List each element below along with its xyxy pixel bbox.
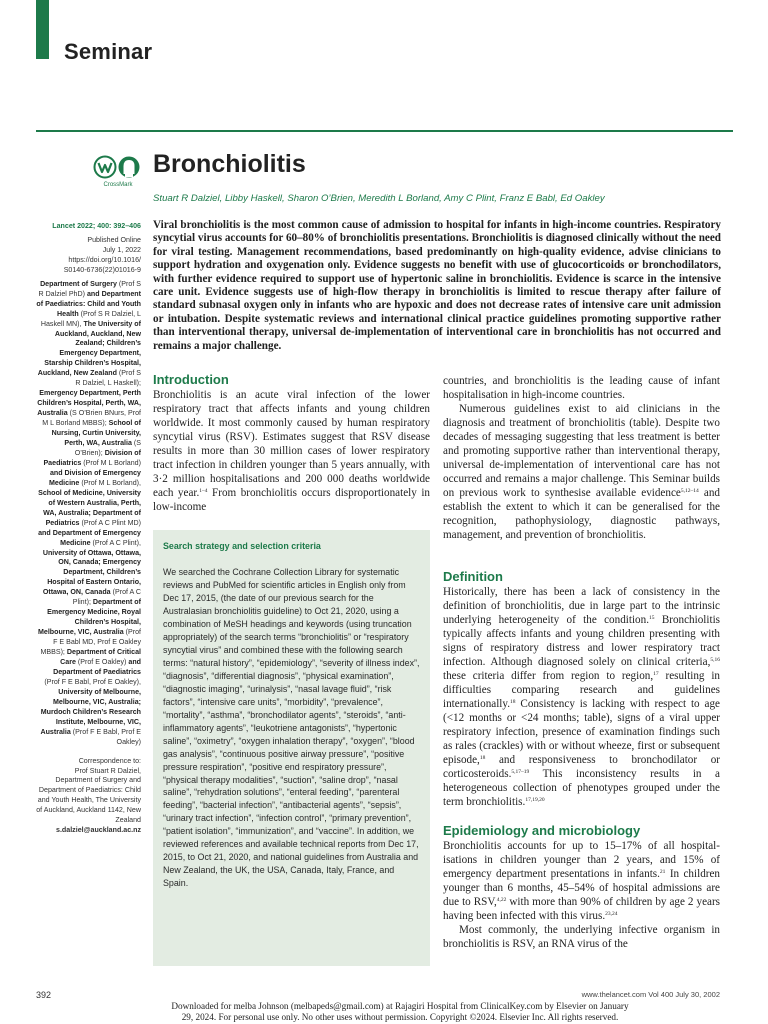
page-number: 392 bbox=[36, 990, 52, 1000]
introduction-continued bbox=[443, 374, 720, 542]
epidemiology-paragraph-2: Most commonly, the underlying infective organism in bronchiolitis is RSV, an RNA virus of the bbox=[443, 924, 720, 950]
doi-link[interactable]: https://doi.org/10.1016/ S0140-6736(22)01016-9 bbox=[63, 255, 141, 274]
article-abstract: Viral bronchiolitis is the most common cause of admission to hospital for infants in high-income countries. Respiratory syncytial virus accounts for 60–80% of bronchiolitis presentations. Bronchiolitis is diagnosed clinically without the need for viral testing. Management recommendations, based predominantly on high-quality evidence, advise clinicians to support hydration and oxygenation only. Evidence suggests no benefit with use of glucocorticoids or bronchodilators, with further evidence required to support use of hypertonic saline in bronchiolitis. Evidence is scarce in the intensive care unit. Evidence suggests use of high-flow therapy in bronchiolitis is limited to rescue therapy after failure of standard subnasal oxygen only in infants who are hypoxic and does not decrease rates of intensive care unit admission or intubation. Despite systematic reviews and international clinical practice guidelines promoting supportive rather than interventional therapy, universal de-implementation of interventional care in bronchiolitis has not occurred and remains a major challenge. bbox=[153, 219, 721, 352]
epidemiology-heading: Epidemiology and microbiology bbox=[443, 823, 641, 838]
published-label: Published Online bbox=[87, 235, 141, 244]
search-strategy-text: We searched the Cochrane Collection Library for systematic reviews and PubMed for scientific articles in English only from Dec 17, 2015, (the date of our previous search for the Australasian bronchiolitis guideline) to Oct 21, 2020, using a combination of MeSH headings and keywords (using truncation appropriately) of the search terms “bronchiolitis” or “respiratory syncytial virus” and combined these with the following search terms: “natural history”, “epidemiology”, “severity of illness index”, “diagnosis”, “differential diagnosis”, “physical examination”, “diagnostic imaging”, “urinalysis”, “nasal lavage fluid”, “risk factors”, “intensive care units”, “morbidity”, “prevalence”, “mortality”, “asthma”, “bronchodilator agents”, “steroids”, “anti-inflammatory agents”, “leukotriene antagonists”, “hypertonic saline”, “oximetry”, “oxygen inhalation therapy”, “oxygen”, “blood gas analysis”, “continuous positive airway pressure”, “positive pressure respiration”, “positive end respiratory pressure”, “physical therapy modalities”, “suction”, “saline drop”, “nasal saline”, “rehydration solutions”, “enteral feeding”, “parenteral feeding”, “bacterial infection”, “antibacterial agents”, “sepsis”, “urinary tract infection”, “infection control”, “primary prevention”, “patient isolation”, “immunization”, and “vaccine”. In addition, we reviewed references and available technical reports from Dec 17, 2015, to Oct 21, 2020, and national guidelines from Australia and New Zealand, the UK, the USA, Canada, Italy, France, and Spain. bbox=[163, 567, 420, 889]
introduction-paragraph: Bronchiolitis is an acute viral infection of the lower respiratory tract that affects infants and young children worldwide. It most commonly caused by human respiratory syncytial virus (RSV). Estimates suggest that RSV disease results in more than 30 million cases of lower respiratory tract infection in children younger than 5 years annually, with 3·2 million hospitalisations and 200 000 deaths worldwide each year.$^{1-4}$ From bronchiolitis occurs disproportionately in low-income bbox=[153, 389, 430, 513]
correspondence-email[interactable]: s.dalziel@auckland.ac.nz bbox=[56, 826, 141, 835]
journal-citation: Lancet 2022; 400: 392–406 bbox=[52, 222, 141, 230]
epidemiology-paragraph: Bronchiolitis accounts for up to 15–17% of all hospital-isations in children younger than 2 years, and 15% of emergency department presentations in infants.$^{21}$ In children younger than 6 months, 45–54% of hospital admissions are due to RSV,$^{4,22}$ with more than 90% of children by age 2 years having been infected with this virus.$^{23,24}$ Most commonly, the underlying infective organism in bronchiolitis is RSV, an RNA virus of the bbox=[443, 840, 720, 950]
published-date: July 1, 2022 bbox=[102, 245, 141, 254]
introduction-paragraph-2: Numerous guidelines exist to aid clinicians in the diagnosis and treatment of bronchiolitis (table). Despite two decades of messaging suggesting that less treatment is better and promoting supportive rather than interventional therapy, universal de-implementation of interventional care has not occurred and remains a major challenge. This Seminar builds on previous work to synthesise available evidence$^{5,12-14}$ and establish the extent to which it can be generalised for the recognition, pathophysiology, diagnostic pathways, management, and prevention of bronchiolitis. bbox=[443, 403, 721, 541]
section-label: Seminar bbox=[64, 39, 153, 64]
header-rule bbox=[36, 130, 733, 132]
introduction-continued-text: countries, and bronchiolitis is the leading cause of infant hospitalisation in high-income countries. bbox=[443, 375, 720, 401]
crossmark-label: CrossMark bbox=[103, 182, 133, 188]
correspondence-label: Correspondence to: bbox=[78, 756, 141, 765]
article-title: Bronchiolitis bbox=[153, 150, 306, 178]
correspondence-name: Prof Stuart R Dalziel, bbox=[74, 766, 141, 775]
download-notice: Downloaded for melba Johnson (melbapeds@gmail.com) at Rajagiri Hospital from ClinicalKey.com by Elsevier on January 29, 2024. For personal use only. No other uses without permission. Copyright ©2024. Elsevier Inc. All rights reserved. bbox=[171, 1001, 629, 1022]
definition-heading: Definition bbox=[443, 569, 503, 584]
introduction-heading: Introduction bbox=[153, 372, 229, 387]
correspondence-address: Department of Surgery and Department of Paediatrics: Child and Youth Health, The University of Auckland, Auckland 1142, New Zealand bbox=[36, 776, 141, 825]
author-affiliations: Department of Surgery (Prof S R Dalziel PhD) and Department of Paediatrics: Child and Youth Health (Prof S R Dalziel, L Haskell MN), The University of Auckland, Auckland, New Zealand; Children’s Emergency Department, Starship Children’s Hospital, Auckland, New Zealand (Prof S R Dalziel, L Haskell); Emergency Department, Perth Children’s Hospital, Perth, WA, Australia (S O’Brien BNurs, Prof M L Borland MBBS); School of Nursing, Curtin University, Perth, WA, Australia (S O’Brien); Division of Paediatrics (Prof M L Borland) and Division of Emergency Medicine (Prof M L Borland), School of Medicine, University of Western Australia, Perth, WA, Australia; Department of Pediatrics (Prof A C Plint MD) and Department of Emergency Medicine (Prof A C Plint), University of Ottawa, Ottawa, ON, Canada; Emergency Department, Children’s Hospital of Eastern Ontario, Ottawa, ON, Canada (Prof A C Plint); Department of Emergency Medicine, Royal Children’s Hospital, Melbourne, VIC, Australia (Prof F E Babl MD, Prof E Oakley MBBS); Department of Critical Care (Prof E Oakley) and Department of Paediatrics (Prof F E Babl, Prof E Oakley), University of Melbourne, Melbourne, VIC, Australia; Murdoch Children’s Research Institute, Melbourne, VIC, Australia (Prof F E Babl, Prof E Oakley) bbox=[36, 279, 141, 746]
crossmark-icon[interactable] bbox=[93, 155, 143, 188]
definition-paragraph: Historically, there has been a lack of consistency in the definition of bronchiolitis, due in large part to the intrinsic underlying heterogeneity of the condition.$^{15}$ Bronchiolitis typically affects infants and young children presenting with signs of respiratory distress and lower respiratory tract infection. Although diagnosed solely on clinical criteria,$^{5,16}$ these criteria differ from region to region,$^{17}$ resulting in difficulties comparing research and guidelines internationally.$^{18}$ Consistency is lacking with respect to age (<12 months or <24 months; table), signs of a viral upper respiratory infection, presence of examination findings such as rales (crackles) with or without wheeze, first or subsequent episode,$^{18}$ and responsiveness to bronchodilator or corticosteroids.$^{5,17-19}$ This inconsistency results in a heterogeneous collection of phenotypes grouped under the term bronchiolitis.$^{17,19,20}$ bbox=[443, 586, 720, 808]
journal-footer[interactable]: www.thelancet.com Vol 400 July 30, 2002 bbox=[581, 990, 720, 999]
search-strategy-title: Search strategy and selection criteria bbox=[163, 541, 321, 551]
author-list[interactable]: Stuart R Dalziel, Libby Haskell, Sharon O’Brien, Meredith L Borland, Amy C Plint, Franz E Babl, Ed Oakley bbox=[153, 193, 605, 204]
article-sidebar bbox=[36, 222, 141, 836]
search-strategy-box bbox=[153, 530, 430, 966]
section-color-bar bbox=[36, 0, 49, 59]
correspondence bbox=[36, 757, 141, 837]
